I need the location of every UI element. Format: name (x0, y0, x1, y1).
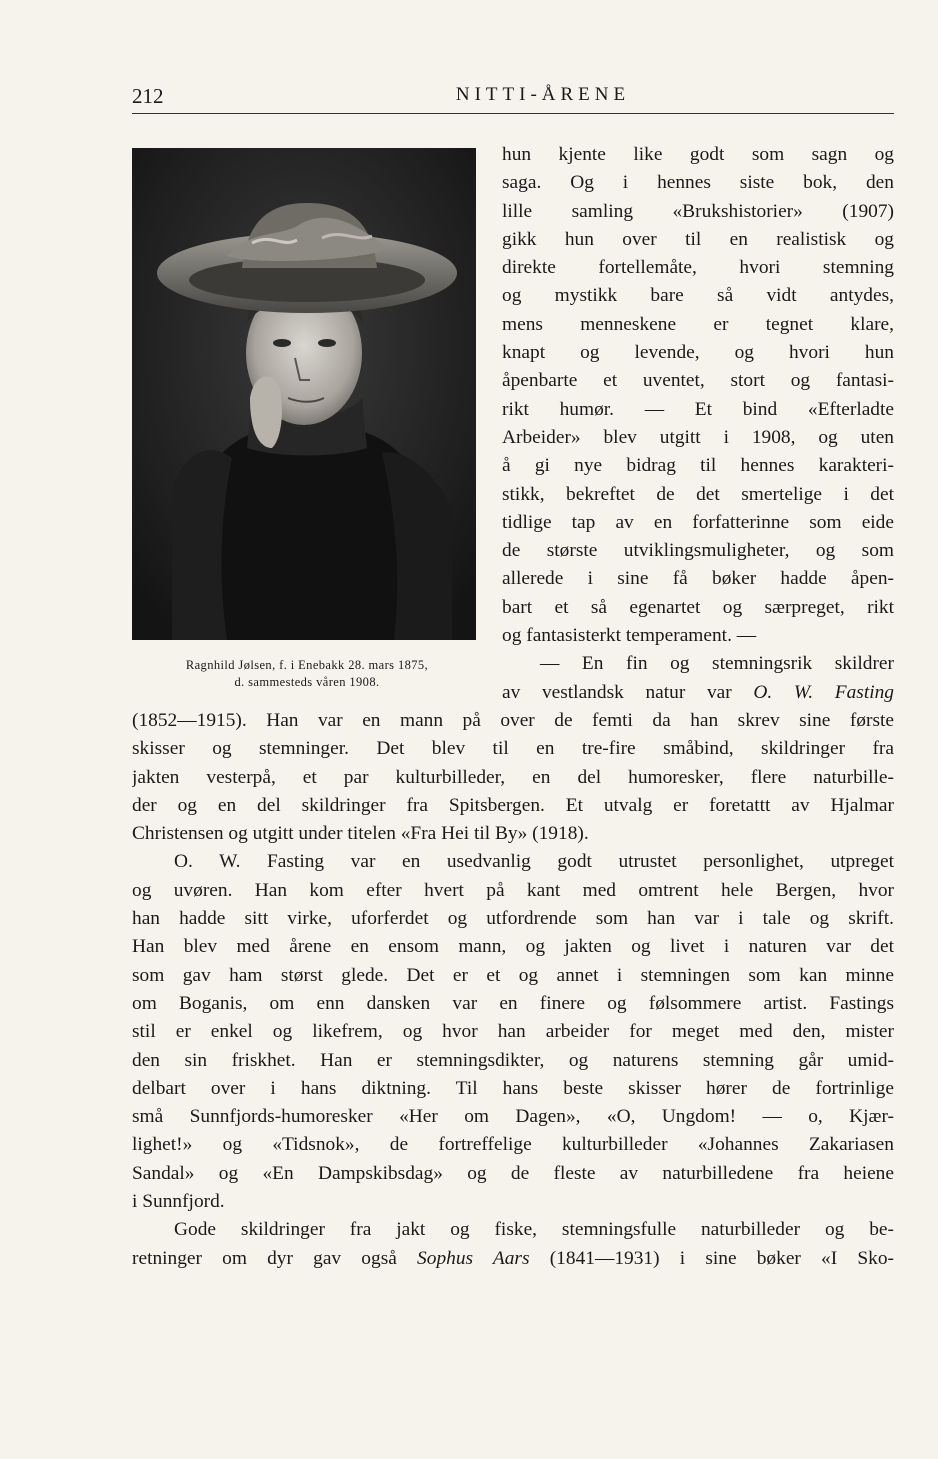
text-line: Han blev med årene en ensom mann, og jakten og livet i naturen var det (132, 936, 894, 958)
full-width-text (132, 707, 894, 1273)
text-line: mens menneskene er tegnet klare, (502, 313, 894, 335)
text-line: han hadde sitt virke, uforferdet og utfordrende som han var i tale og skrift. (132, 908, 894, 930)
text-line-with-name (132, 1245, 894, 1273)
text-line: — En fin og stemningsrik skildrer (540, 653, 894, 675)
text-line: knapt og levende, og hvori hun (502, 342, 894, 364)
caption-line: d. sammesteds våren 1908. (234, 675, 380, 689)
text-line: (1852—1915). Han var en mann på over de femti da han skrev sine første (132, 710, 894, 731)
text-line: små Sunnfjords-humoresker «Her om Dagen», «O, Ungdom! — o, Kjær- (132, 1106, 894, 1128)
text-line: stil er enkel og likefrem, og hvor han arbeider for meget med den, mister (132, 1021, 894, 1043)
text-line: hun kjente like godt som sagn og (502, 144, 894, 165)
text-fragment: retninger om dyr gav også (132, 1247, 397, 1269)
portrait-photo (132, 148, 476, 640)
text-line: lighet!» og «Tidsnok», de fortreffelige kulturbilleder «Johannes Zakariasen (132, 1134, 894, 1156)
figure-caption (132, 657, 482, 691)
text-line: direkte fortellemåte, hvori stemning (502, 257, 894, 279)
right-column-text (502, 141, 894, 707)
text-line: som gav ham størst glede. Det er et og annet i stemningen som kan minne (132, 964, 894, 986)
text-fragment: av vestlandsk natur var (502, 681, 732, 703)
text-line: om Boganis, om enn dansken var en finere og følsommere artist. Fastings (132, 992, 894, 1014)
author-name: O. W. Fasting (753, 681, 894, 703)
page-header (132, 84, 894, 112)
text-line: saga. Og i hennes siste bok, den (502, 172, 894, 194)
text-line: bart et så egenartet og særpreget, rikt (502, 596, 894, 618)
text-line: Gode skildringer fra jakt og fiske, stemningsfulle naturbilleder og be- (174, 1219, 894, 1241)
text-line: der og en del skildringer fra Spitsbergen. Et utvalg er foretattt av Hjalmar (132, 794, 894, 816)
text-fragment: (1841—1931) i sine bøker «I Sko- (549, 1247, 894, 1269)
text-line: den sin friskhet. Han er stemningsdikter, og naturens stemning går umid- (132, 1049, 894, 1071)
text-line: åpenbarte et uventet, stort og fantasi- (502, 370, 894, 392)
text-line: skisser og stemninger. Det blev til en tre-fire småbind, skildringer fra (132, 738, 894, 760)
text-line: og fantasisterkt temperament. — (502, 625, 757, 647)
header-rule (132, 113, 894, 114)
running-title: NITTI-ÅRENE (455, 84, 631, 105)
text-line: og mystikk bare så vidt antydes, (502, 285, 894, 307)
text-line: stikk, bekreftet de det smertelige i det (502, 483, 894, 505)
text-line: delbart over i hans diktning. Til hans beste skisser hører de fortrinlige (132, 1077, 894, 1099)
text-line: gikk hun over til en realistisk og (502, 228, 894, 250)
text-line: jakten vesterpå, et par kulturbilleder, en del humoresker, flere naturbille- (132, 766, 894, 788)
text-line: lille samling «Brukshistorier» (1907) (502, 200, 894, 222)
text-line: Arbeider» blev utgitt i 1908, og uten (502, 426, 894, 448)
author-name: Sophus Aars (417, 1247, 530, 1269)
portrait-illustration (132, 148, 476, 640)
text-line: i Sunnfjord. (132, 1191, 225, 1213)
page-number: 212 (132, 84, 164, 108)
text-line: de største utviklingsmuligheter, og som (502, 540, 894, 562)
text-line-with-name (502, 679, 894, 707)
text-line: å gi nye bidrag til hennes karakteri- (502, 455, 894, 477)
caption-line: Ragnhild Jølsen, f. i Enebakk 28. mars 1875, (185, 658, 429, 672)
text-line: Christensen og utgitt under titelen «Fra Hei til By» (1918). (132, 823, 589, 845)
text-line: tidlige tap av en forfatterinne som eide (502, 511, 894, 533)
text-line: rikt humør. — Et bind «Efterladte (502, 398, 894, 420)
text-line: og uvøren. Han kom efter hvert på kant med omtrent hele Bergen, hvor (132, 879, 894, 901)
text-line: allerede i sine få bøker hadde åpen- (502, 568, 894, 590)
text-line: O. W. Fasting var en usedvanlig godt utrustet personlighet, utpreget (174, 851, 894, 873)
text-line: Sandal» og «En Dampskibsdag» og de fleste av naturbilledene fra heiene (132, 1162, 894, 1184)
